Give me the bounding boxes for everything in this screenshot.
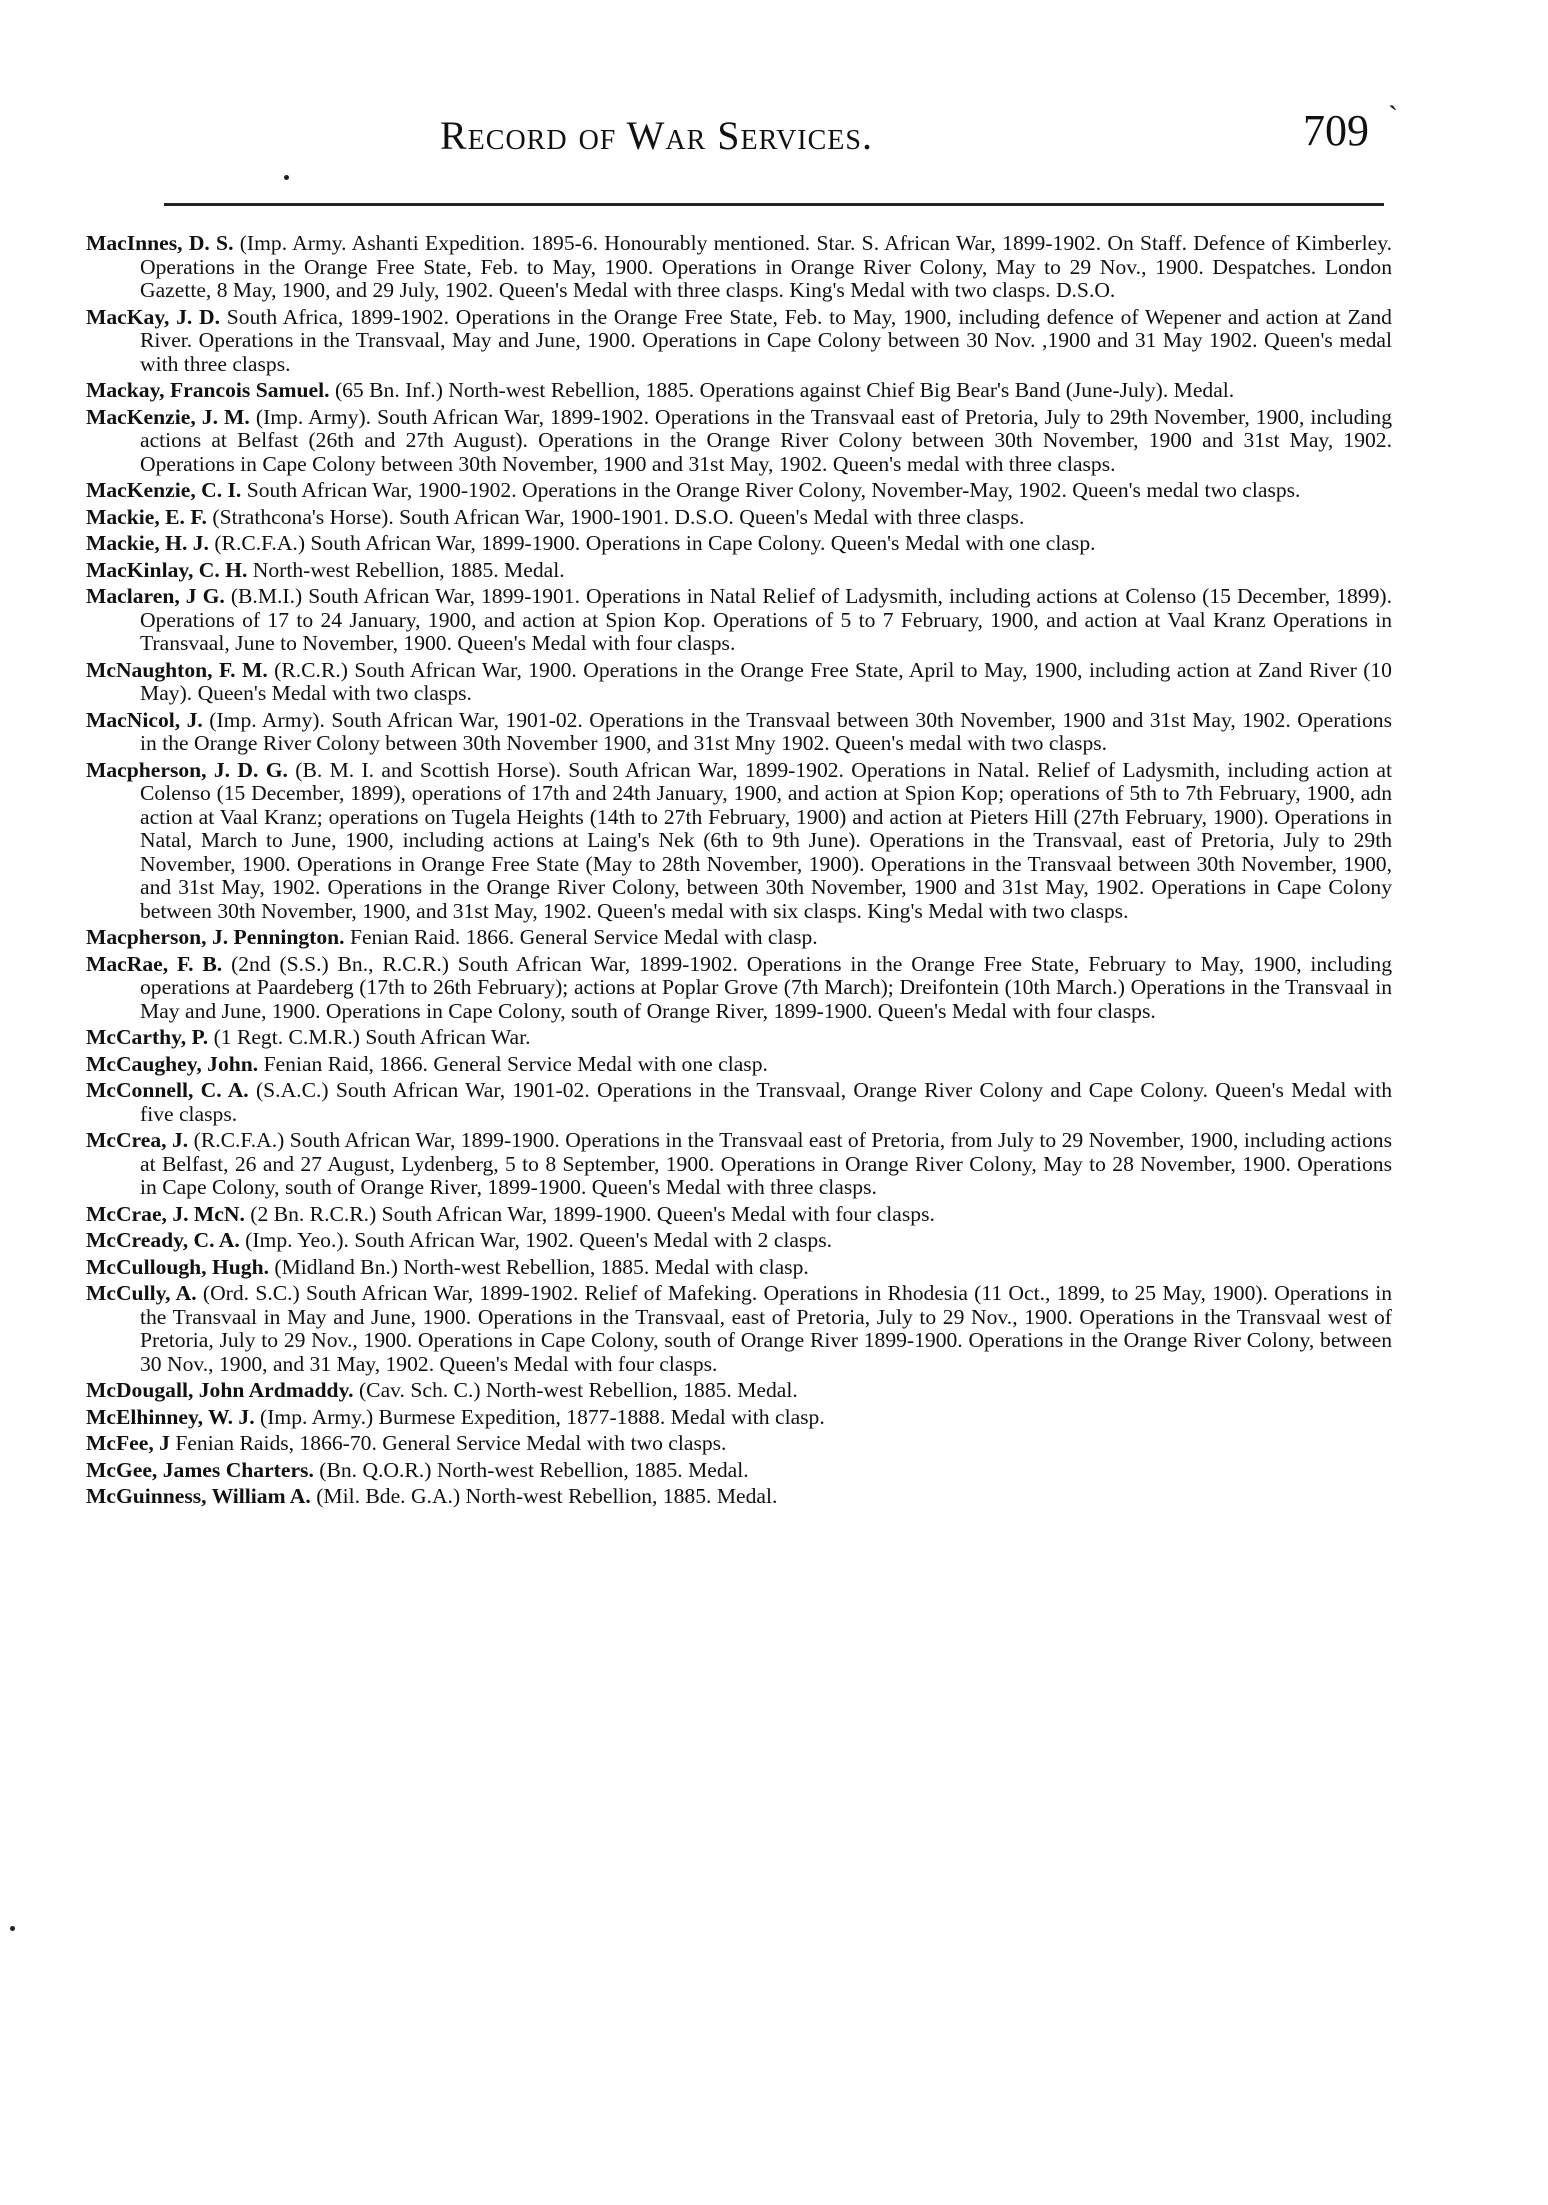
list-item (86, 709, 1392, 756)
entry-name: Maclaren, J G. (86, 584, 225, 608)
entry-name: McGee, James Charters. (86, 1457, 314, 1482)
entry-name: McFee, J (86, 1431, 170, 1455)
entry-name: MacKay, J. D. (86, 304, 221, 329)
entry-name: McCready, C. A. (86, 1228, 240, 1252)
page-number: 709 (1303, 106, 1369, 155)
entry-name: MacInnes, D. S. (86, 231, 234, 255)
list-item (86, 1485, 1392, 1509)
entry-text: (Strathcona's Horse). South African War, 1900-1901. D.S.O. Queen's Medal with three clasps. (212, 504, 1025, 529)
list-item (86, 232, 1392, 303)
list-item (86, 1256, 1392, 1280)
entry-text: (Ord. S.C.) South African War, 1899-1902. Relief of Mafeking. Operations in Rhodesia (11 Oct., 1899, to 25 May, 1900). Operations in the Transvaal in May and June, 1900. Operations in the Transvaal, east of Pretoria, July to 29 Nov., 1900. Operations in the Transvaal west of Pretoria, July to 29 Nov., 1900. Operations in Cape Colony, south of Orange River 1899-1900. Operations in the Orange River Colony, between 30 Nov., 1900, and 31 May, 1902. Queen's Medal with four clasps. (140, 1281, 1392, 1376)
list-item (86, 1203, 1392, 1227)
list-item (86, 1026, 1392, 1050)
entry-name: McGuinness, William A. (86, 1484, 311, 1508)
list-item (86, 1129, 1392, 1200)
margin-mark: ` (1388, 100, 1398, 133)
entry-name: Macpherson, J. D. G. (86, 757, 288, 782)
entry-name: McCullough, Hugh. (86, 1254, 269, 1279)
entry-list (86, 232, 1392, 1512)
entry-text: (R.C.F.A.) South African War, 1899-1900. Operations in the Transvaal east of Pretoria, from July to 29 November, 1900, including actions at Belfast, 26 and 27 August, Lydenberg, 5 to 8 September, 1900. Operations in Orange River Colony, May to 28 November, 1900. Operations in Cape Colony, south of Orange River, 1899-1900. Queen's Medal with three clasps. (140, 1128, 1392, 1199)
list-item (86, 1432, 1392, 1456)
list-item (86, 1459, 1392, 1483)
list-item (86, 585, 1392, 656)
list-item (86, 1379, 1392, 1403)
entry-name: McNaughton, F. M. (86, 657, 268, 682)
entry-text: Fenian Raid, 1866. General Service Medal with one clasp. (263, 1051, 768, 1076)
list-item (86, 406, 1392, 477)
entry-name: McConnell, C. A. (86, 1078, 249, 1102)
entry-text: (Imp. Army. Ashanti Expedition. 1895-6. Honourably mentioned. Star. S. African War, 1899-1902. On Staff. Defence of Kimberley. Operations in the Orange Free State, Feb. to May, 1900. Operations in Orange River Colony, May to 29 Nov., 1900. Despatches. London Gazette, 8 May, 1900, and 29 July, 1902. Queen's Medal with three clasps. King's Medal with two clasps. D.S.O. (140, 231, 1392, 302)
list-item (86, 759, 1392, 924)
entry-text: South Africa, 1899-1902. Operations in the Orange Free State, Feb. to May, 1900, including defence of Wepener and action at Zand River. Operations in the Transvaal, May and June, 1900. Operations in Cape Colony between 30 Nov. ,1900 and 31 May 1902. Queen's medal with three clasps. (140, 304, 1392, 376)
list-item (86, 559, 1392, 583)
entry-text: (R.C.R.) South African War, 1900. Operations in the Orange Free State, April to May, 1900, including action at Zand River (10 May). Queen's Medal with two clasps. (140, 657, 1392, 705)
entry-name: Macpherson, J. Pennington. (86, 925, 345, 949)
page-title: Record of War Services. (440, 113, 873, 158)
list-item (86, 506, 1392, 530)
entry-name: McCrae, J. McN. (86, 1201, 245, 1226)
list-item (86, 479, 1392, 503)
header-rule (164, 203, 1384, 206)
entry-text: (Mil. Bde. G.A.) North-west Rebellion, 1885. Medal. (316, 1484, 778, 1508)
entry-text: (Bn. Q.O.R.) North-west Rebellion, 1885. Medal. (319, 1457, 749, 1482)
list-item (86, 532, 1392, 556)
entry-text: (Cav. Sch. C.) North-west Rebellion, 1885. Medal. (358, 1378, 798, 1402)
list-item (86, 306, 1392, 377)
entry-name: MacKenzie, J. M. (86, 404, 250, 429)
entry-name: MacNicol, J. (86, 707, 203, 732)
entry-text: (B.M.I.) South African War, 1899-1901. Operations in Natal Relief of Ladysmith, including actions at Colenso (15 December, 1899). Operations of 17 to 24 January, 1900, and action at Spion Kop. Operations of 5 to 7 February, 1900, and action at Vaal Kranz Operations in Transvaal, June to November, 1900. Queen's Medal with four clasps. (140, 584, 1392, 655)
print-speck (10, 1926, 15, 1931)
list-item (86, 953, 1392, 1024)
entry-name: McCarthy, P. (86, 1025, 209, 1049)
entry-text: Fenian Raids, 1866-70. General Service Medal with two clasps. (175, 1431, 727, 1455)
entry-name: McElhinney, W. J. (86, 1404, 255, 1429)
list-item (86, 379, 1392, 403)
entry-text: (S.A.C.) South African War, 1901-02. Operations in the Transvaal, Orange River Colony and Cape Colony. Queen's Medal with five clasps. (140, 1078, 1393, 1126)
page-header (0, 100, 1548, 160)
list-item (86, 1053, 1392, 1077)
list-item (86, 1282, 1392, 1376)
entry-text: (B. M. I. and Scottish Horse). South African War, 1899-1902. Operations in Natal. Relief of Ladysmith, including action at Colenso (15 December, 1899), operations of 17th and 24th January, 1900, and action at Spion Kop; operations of 5th to 7th February, 1900, adn action at Vaal Kranz; operations on Tugela Heights (14th to 27th February, 1900) and action at Pieters Hill (27th February, 1900). Operations in Natal, March to June, 1900, including actions at Laing's Nek (6th to 9th June). Operations in the Transvaal, east of Pretoria, July to 29th November, 1900. Operations in Orange Free State (May to 28th November, 1900). Operations in the Transvaal between 30th November, 1900, and 31st May, 1902. Operations in the Orange River Colony, between 30th November, 1900 and 31st May, 1902. Operations in Cape Colony between 30th November, 1900, and 31st May, 1902. Queen's medal with six clasps. King's Medal with two clasps. (140, 757, 1392, 923)
entry-name: McDougall, John Ardmaddy. (86, 1378, 354, 1402)
entry-name: McCrea, J. (86, 1128, 189, 1152)
entry-text: (65 Bn. Inf.) North-west Rebellion, 1885. Operations against Chief Big Bear's Band (June-July). Medal. (334, 378, 1235, 402)
entry-name: Mackie, H. J. (86, 531, 209, 555)
entry-text: (R.C.F.A.) South African War, 1899-1900. Operations in Cape Colony. Queen's Medal with one clasp. (214, 531, 1096, 555)
entry-text: (1 Regt. C.M.R.) South African War. (213, 1025, 531, 1049)
entry-text: Fenian Raid. 1866. General Service Medal with clasp. (349, 925, 818, 949)
entry-text: South African War, 1900-1902. Operations in the Orange River Colony, November-May, 1902. Queen's medal two clasps. (246, 478, 1301, 502)
entry-text: (2 Bn. R.C.R.) South African War, 1899-1900. Queen's Medal with four clasps. (250, 1201, 935, 1226)
list-item (86, 659, 1392, 706)
entry-name: MacKinlay, C. H. (86, 557, 248, 582)
entry-text: (Imp. Yeo.). South African War, 1902. Queen's Medal with 2 clasps. (245, 1228, 832, 1252)
entry-name: MacRae, F. B. (86, 951, 223, 976)
entry-text: North-west Rebellion, 1885. Medal. (252, 557, 565, 582)
entry-text: (2nd (S.S.) Bn., R.C.R.) South African War, 1899-1902. Operations in the Orange Free State, February to May, 1900, including operations at Paardeberg (17th to 26th February); actions at Poplar Grove (7th March); Dreifontein (10th March.) Operations in the Transvaal in May and June, 1900. Operations in Cape Colony, south of Orange River, 1899-1900. Queen's Medal with four clasps. (140, 951, 1393, 1023)
list-item (86, 926, 1392, 950)
list-item (86, 1079, 1392, 1126)
print-speck (284, 175, 289, 180)
entry-name: MacKenzie, C. I. (86, 478, 242, 502)
entry-text: (Imp. Army.) Burmese Expedition, 1877-1888. Medal with clasp. (260, 1404, 825, 1429)
list-item (86, 1229, 1392, 1253)
entry-text: (Imp. Army). South African War, 1899-1902. Operations in the Transvaal east of Pretoria, July to 29th November, 1900, including actions at Belfast (26th and 27th August). Operations in the Orange River Colony between 30th November, 1900 and 31st May, 1902. Operations in Cape Colony between 30th November, 1900 and 31st May, 1902. Queen's medal with three clasps. (140, 404, 1392, 476)
entry-name: Mackay, Francois Samuel. (86, 378, 330, 402)
list-item (86, 1406, 1392, 1430)
entry-name: Mackie, E. F. (86, 504, 207, 529)
entry-name: McCully, A. (86, 1281, 197, 1305)
entry-name: McCaughey, John. (86, 1051, 259, 1076)
entry-text: (Midland Bn.) North-west Rebellion, 1885. Medal with clasp. (274, 1254, 809, 1279)
entry-text: (Imp. Army). South African War, 1901-02. Operations in the Transvaal between 30th November, 1900 and 31st May, 1902. Operations in the Orange River Colony between 30th November 1900, and 31st Mny 1902. Queen's medal with two clasps. (140, 707, 1392, 755)
